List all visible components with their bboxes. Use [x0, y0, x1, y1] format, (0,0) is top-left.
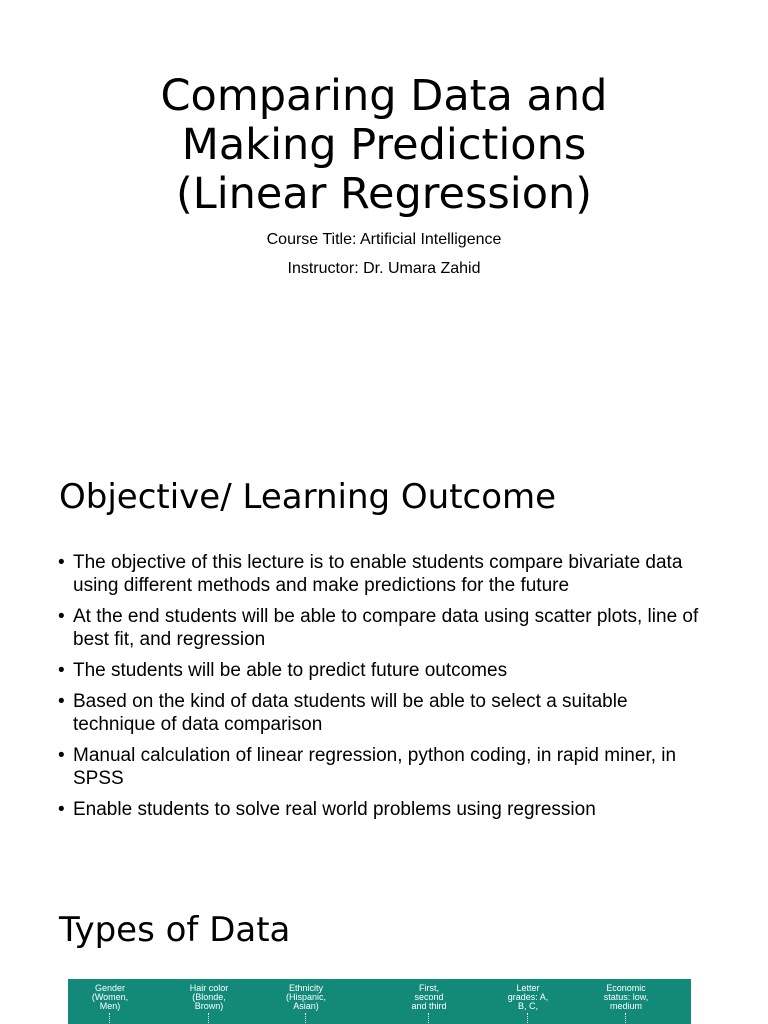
dotted-connector — [305, 1013, 307, 1023]
bullet-icon: • — [58, 691, 65, 712]
data-type-item — [488, 984, 568, 1023]
data-type-label: Brown) — [194, 1001, 224, 1011]
list-item-text: Manual calculation of linear regression, python coding, in rapid miner, in SPSS — [73, 745, 677, 789]
bullet-icon: • — [58, 552, 65, 573]
dotted-connector — [208, 1013, 210, 1023]
data-types-banner — [68, 979, 691, 1024]
list-item-text: The students will be able to predict future outcomes — [73, 660, 508, 681]
objective-slide — [0, 455, 768, 875]
dotted-connector — [625, 1013, 627, 1023]
data-type-label: second — [414, 992, 444, 1002]
objective-list — [58, 551, 708, 829]
list-item — [58, 551, 708, 597]
types-heading: Types of Data — [59, 910, 291, 950]
data-type-label: Hair color — [189, 983, 229, 993]
data-type-label: B, C, — [517, 1001, 538, 1011]
bullet-icon: • — [58, 660, 65, 681]
data-type-label: (Blonde, — [192, 992, 226, 1002]
data-type-label: Gender — [94, 983, 126, 993]
data-type-label: Letter — [516, 983, 540, 993]
data-type-label: (Women, — [91, 992, 129, 1002]
list-item — [58, 690, 708, 736]
data-type-label: grades: A, — [507, 992, 549, 1002]
bullet-icon: • — [58, 745, 65, 766]
list-item-text: Enable students to solve real world problems using regression — [73, 799, 596, 820]
list-item — [58, 659, 708, 682]
data-type-label: Asian) — [293, 1001, 319, 1011]
bullet-icon: • — [58, 799, 65, 820]
title-line: (Linear Regression) — [175, 169, 593, 219]
dotted-connector — [109, 1013, 111, 1023]
list-item — [58, 605, 708, 651]
data-type-item — [586, 984, 666, 1023]
course-title: Course Title: Artificial Intelligence — [266, 231, 502, 248]
bullet-icon: • — [58, 606, 65, 627]
list-item-text: Based on the kind of data students will be able to select a suitable technique of data comparison — [73, 691, 628, 735]
title-line: Comparing Data and — [160, 71, 608, 121]
data-type-label: status: low, — [603, 992, 649, 1002]
data-type-label: and third — [411, 1001, 447, 1011]
data-type-label: Ethnicity — [288, 983, 323, 993]
data-type-item — [389, 984, 469, 1023]
data-type-label: Economic — [606, 983, 646, 993]
types-of-data-slide — [0, 895, 768, 1024]
data-type-label: Men) — [99, 1001, 121, 1011]
list-item-text: The objective of this lecture is to enable students compare bivariate data using different methods and make predictions for the future — [73, 552, 683, 596]
title-line: Making Predictions — [181, 120, 587, 170]
dotted-connector — [428, 1013, 430, 1023]
data-type-label: medium — [609, 1001, 642, 1011]
title-slide — [0, 0, 768, 440]
instructor-name: Instructor: Dr. Umara Zahid — [287, 260, 481, 277]
list-item — [58, 798, 708, 821]
dotted-connector — [527, 1013, 529, 1023]
data-type-label: (Hispanic, — [285, 992, 326, 1002]
objective-heading: Objective/ Learning Outcome — [59, 477, 557, 517]
presentation-title — [0, 72, 768, 219]
list-item — [58, 744, 708, 790]
data-type-item — [70, 984, 150, 1023]
data-type-label: First, — [419, 983, 439, 993]
data-type-item — [169, 984, 249, 1023]
list-item-text: At the end students will be able to compare data using scatter plots, line of best fit, and regression — [73, 606, 699, 650]
data-type-item — [266, 984, 346, 1023]
